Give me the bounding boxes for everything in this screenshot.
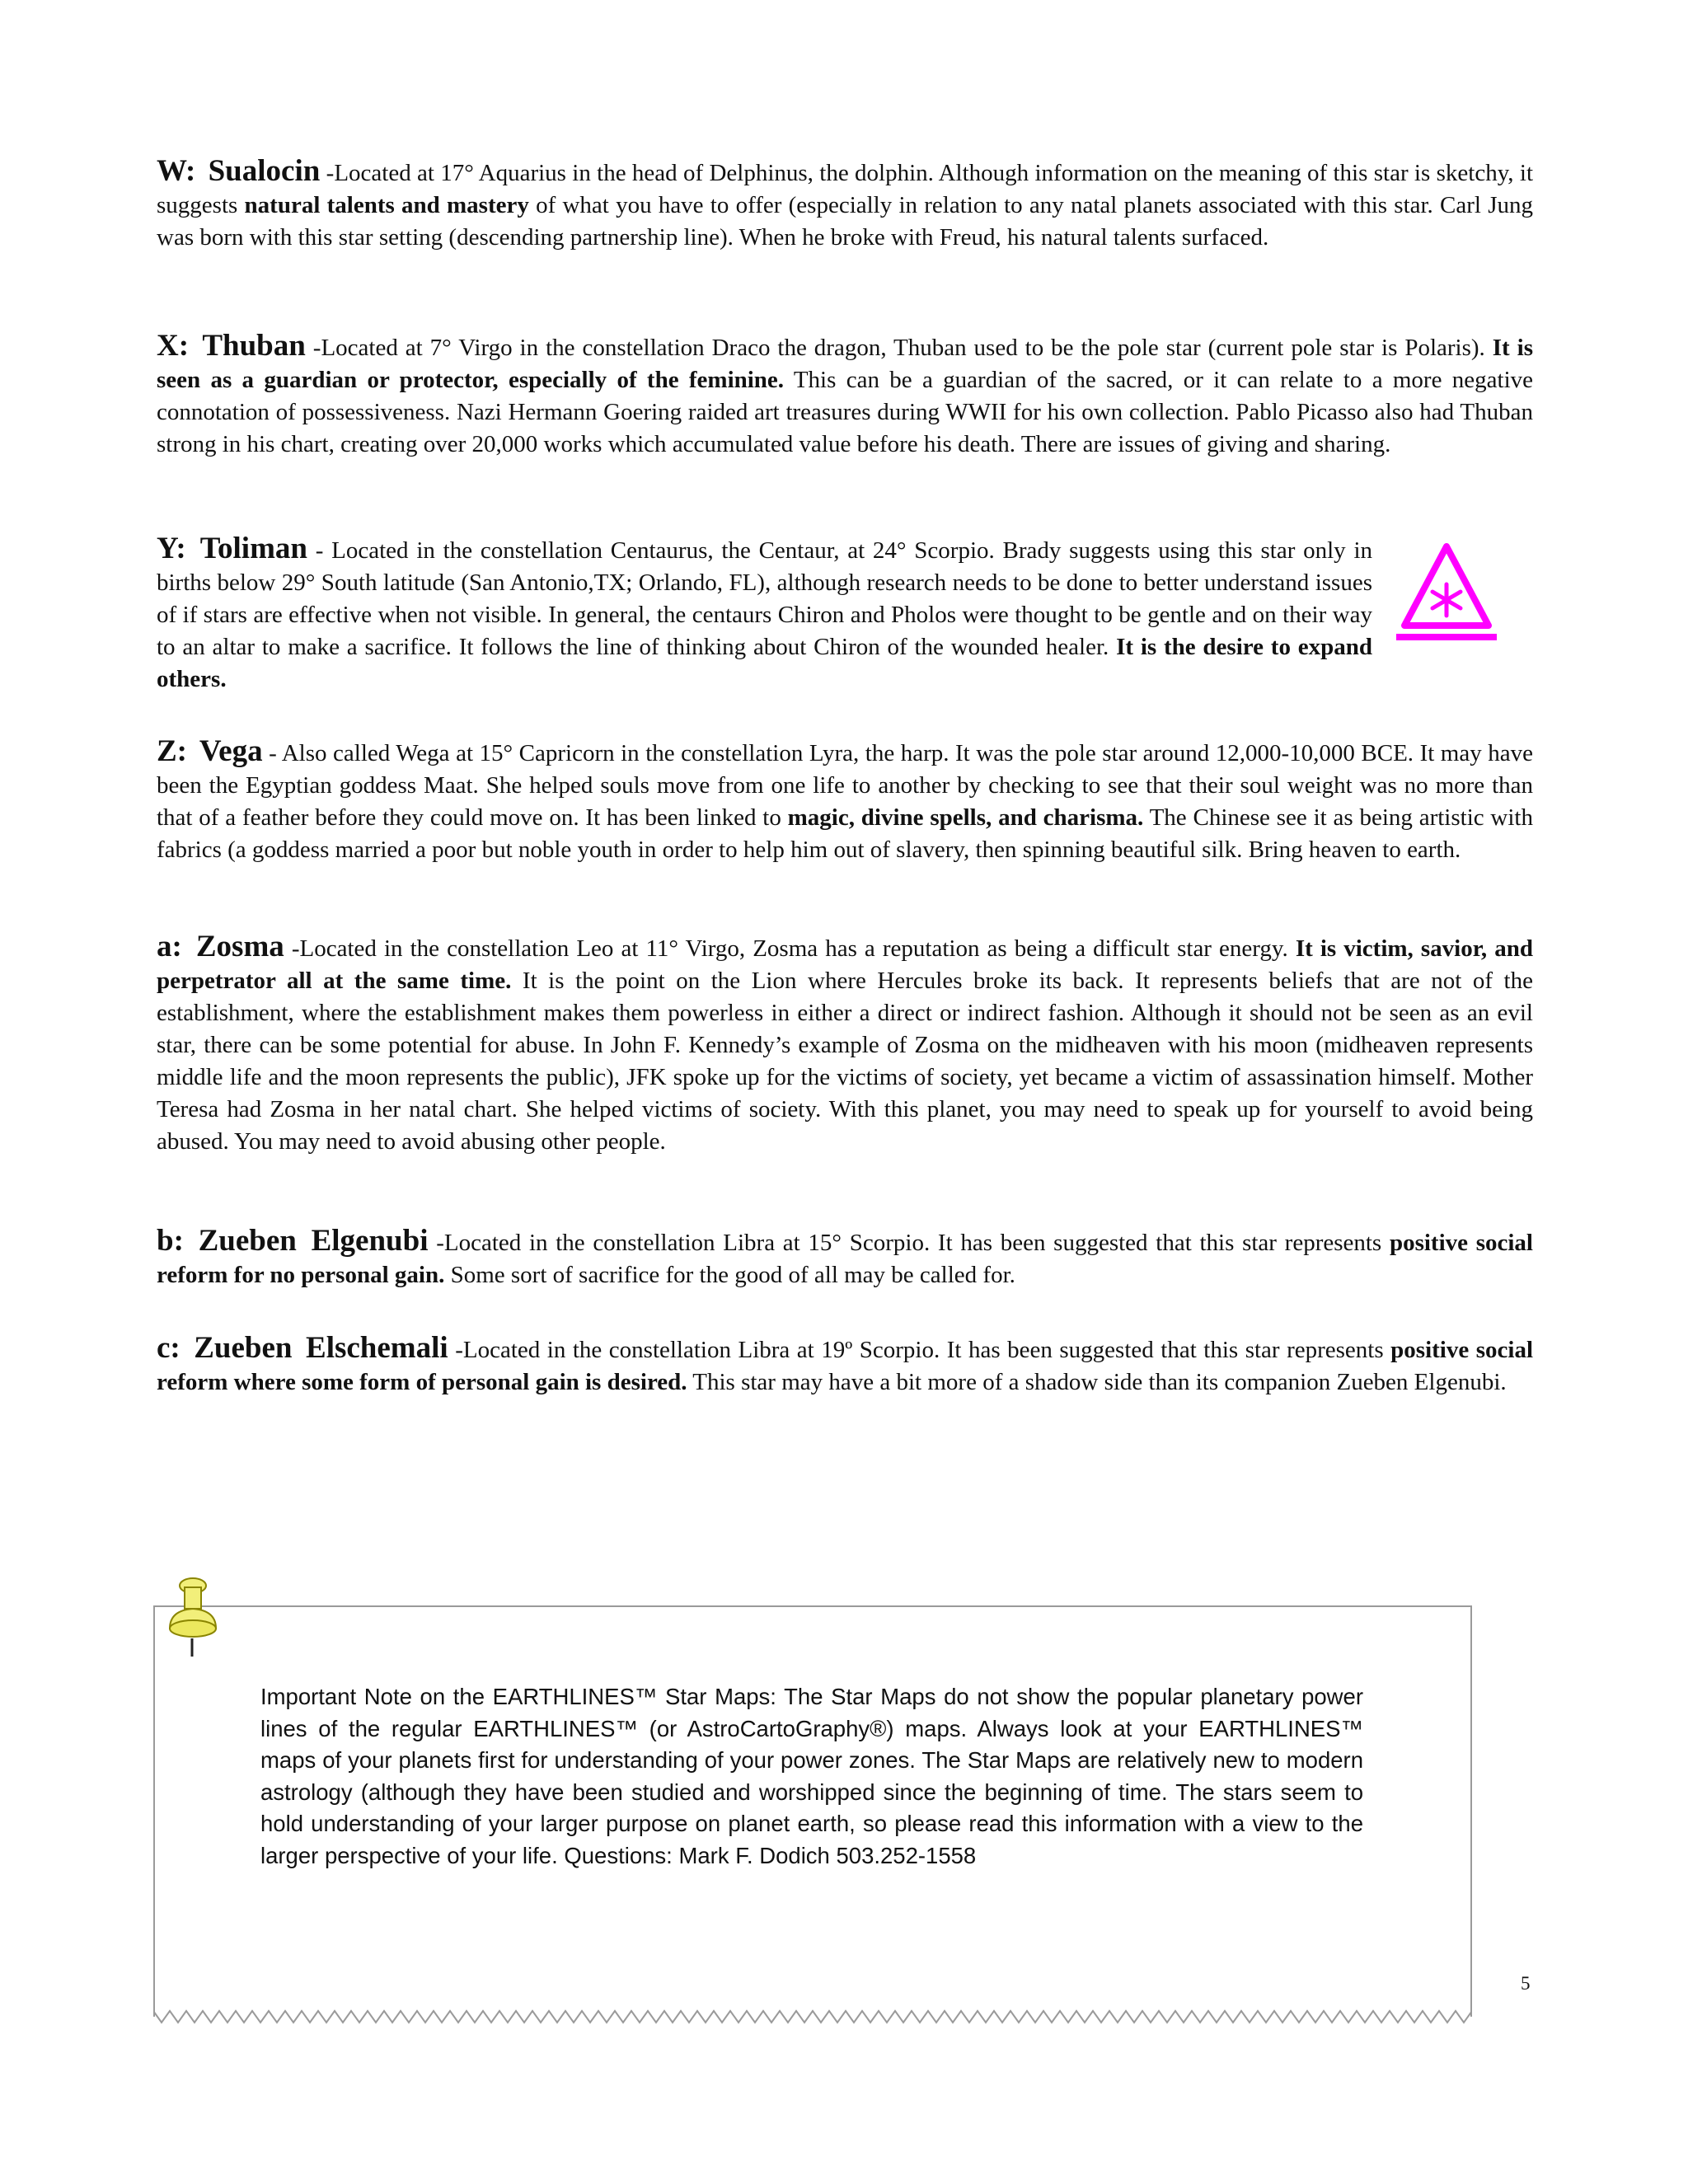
entry-heading: a: Zosma xyxy=(157,930,284,963)
note-box-torn-edge xyxy=(153,2008,1472,2026)
triangle-asterisk-icon xyxy=(1393,540,1500,645)
entry-text: -Located in the constellation Leo at 11° Virgo, Zosma has a reputation as being a difficult star energy. xyxy=(291,935,1296,962)
entry-text: - Also called Wega at 15° Capricorn in the constellation Lyra, the harp. It was the pole star around 12,000-10,000 BCE. It may have been the Egyptian goddess Maat. She helped souls move from one life to another by checking to see that their soul weight was no more than that of a feather before they could move on. It has been linked to xyxy=(157,740,1534,831)
entry-emphasis: positive social reform for no personal gain. xyxy=(157,1230,1533,1288)
entry-emphasis: It is seen as a guardian or protector, especially of the feminine. xyxy=(157,335,1534,393)
pushpin-icon xyxy=(162,1576,219,1658)
entry-emphasis: natural talents and mastery xyxy=(244,192,529,218)
entry-text: of what you have to offer (especially in relation to any natal planets associated with this star. Carl Jung was born with this star setting (descending partnership line). When he broke with Freud, his natural talents surfaced. xyxy=(157,192,1533,251)
entry-heading: Z: Vega xyxy=(157,734,263,768)
entry-toliman xyxy=(157,532,1372,696)
entry-zueben-elschemali xyxy=(157,1332,1533,1399)
entry-heading: b: Zueben Elgenubi xyxy=(157,1224,429,1258)
entry-text: -Located in the constellation Libra at 19º Scorpio. It has been suggested that this star represents xyxy=(455,1337,1391,1363)
entry-zueben-elgenubi xyxy=(157,1225,1533,1291)
page-number: 5 xyxy=(1521,1973,1531,1994)
entry-text: - Located in the constellation Centaurus, the Centaur, at 24° Scorpio. Brady suggests using this star only in births below 29° South latitude (San Antonio,TX; Orlando, FL), although research needs to be done to better understand issues of if stars are effective when not visible. In general, the centaurs Chiron and Pholos were thought to be gentle and on their way to an altar to make a sacrifice. It follows the line of thinking about Chiron of the wounded healer. xyxy=(157,537,1372,660)
entry-heading: X: Thuban xyxy=(157,329,306,363)
entry-text: It is the point on the Lion where Hercules broke its back. It represents beliefs that are not of the establishment, where the establishment makes them powerless in either a direct or indirect fashion. Although it should not be seen as an evil star, there can be some potential for abuse. In John F. Kennedy’s example of Zosma on the midheaven with his moon (midheaven represents middle life and the moon represents the public), JFK spoke up for the victims of society, yet became a victim of assassination himself. Mother Teresa had Zosma in her natal chart. She helped victims of society. With this planet, you may need to speak up for yourself to avoid being abused. You may need to avoid abusing other people. xyxy=(157,968,1533,1155)
entry-text: -Located at 17° Aquarius in the head of Delphinus, the dolphin. Although information on the meaning of this star is sketchy, it suggests xyxy=(157,160,1534,218)
entry-sualocin xyxy=(157,155,1533,254)
entry-text: This star may have a bit more of a shadow side than its companion Zueben Elgenubi. xyxy=(687,1369,1507,1395)
entry-emphasis: positive social reform where some form of personal gain is desired. xyxy=(157,1337,1533,1395)
important-note-text: Important Note on the EARTHLINES™ Star Maps: The Star Maps do not show the popular planetary power lines of the regular EARTHLINES™ (or AstroCartoGraphy®) maps. Always look at your EARTHLINES™ maps of your planets first for understanding of your power zones. The Star Maps are relatively new to modern astrology (although they have been studied and worshipped since the beginning of time. The stars seem to hold understanding of your larger purpose on planet earth, so please read this information with a view to the larger perspective of your life. Questions: Mark F. Dodich 503.252-1558 xyxy=(260,1684,1363,1868)
entry-text: The Chinese see it as being artistic with fabrics (a goddess married a poor but noble youth in order to help him out of slavery, then spinning beautiful silk. Bring heaven to earth. xyxy=(157,804,1533,863)
entry-text: -Located in the constellation Libra at 15° Scorpio. It has been suggested that this star represents xyxy=(436,1230,1390,1256)
entry-heading: c: Zueben Elschemali xyxy=(157,1331,448,1365)
entry-thuban xyxy=(157,330,1533,461)
entry-emphasis: It is victim, savior, and perpetrator all at the same time. xyxy=(157,935,1533,994)
entry-text: This can be a guardian of the sacred, or it can relate to a more negative connotation of possessiveness. Nazi Hermann Goering raided art treasures during WWII for his own collection. Pablo Picasso also had Thuban strong in his chart, creating over 20,000 works which accumulated value before his death. There are issues of giving and sharing. xyxy=(157,367,1533,457)
entry-emphasis: magic, divine spells, and charisma. xyxy=(787,804,1144,831)
entry-text: Some sort of sacrifice for the good of all may be called for. xyxy=(444,1262,1015,1288)
entry-text: -Located at 7° Virgo in the constellation Draco the dragon, Thuban used to be the pole star (current pole star is Polaris). xyxy=(312,335,1493,361)
entry-heading: W: Sualocin xyxy=(157,154,321,188)
entry-heading: Y: Toliman xyxy=(157,532,307,565)
entry-zosma xyxy=(157,930,1533,1158)
entry-emphasis: It is the desire to expand others. xyxy=(157,634,1372,692)
entry-vega xyxy=(157,735,1533,866)
